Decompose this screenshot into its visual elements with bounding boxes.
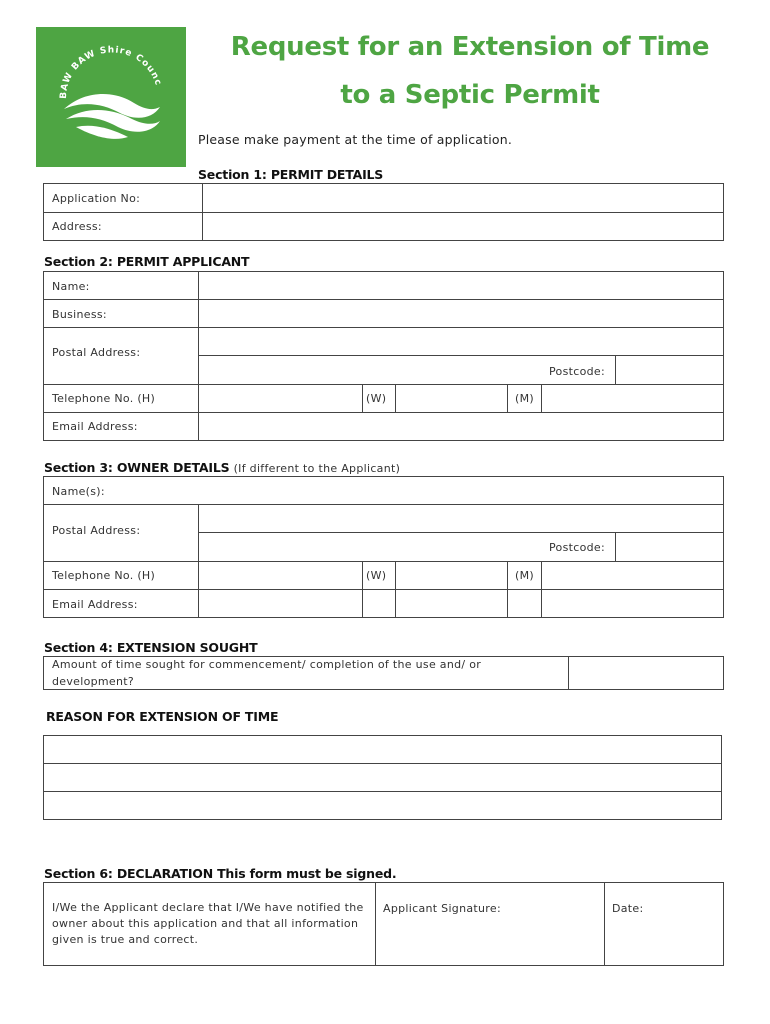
logo-text: BAW BAW Shire Counc: [58, 45, 164, 100]
applicant-email-field[interactable]: [200, 414, 722, 439]
owner-names-label: Name(s):: [52, 485, 105, 498]
section2-heading: Section 2: PERMIT APPLICANT: [44, 254, 250, 269]
reason-line-3-field[interactable]: [45, 793, 720, 818]
owner-email-label: Email Address:: [52, 598, 138, 611]
declaration-text: I/We the Applicant declare that I/We have notified the owner about this application and that all information given is true and correct.: [52, 901, 364, 946]
section4-heading: Section 4: EXTENSION SOUGHT: [44, 640, 258, 655]
extension-question-line2: development?: [52, 675, 135, 688]
applicant-postcode-field[interactable]: [617, 357, 722, 383]
applicant-home-phone-field[interactable]: [200, 386, 361, 411]
extension-amount-field[interactable]: [570, 658, 722, 688]
svg-text:BAW BAW Shire Council: [36, 27, 163, 99]
owner-postcode-field[interactable]: [617, 534, 722, 560]
owner-postal-address-field[interactable]: [200, 506, 722, 531]
applicant-postal-address-label: Postal Address:: [52, 346, 141, 359]
extension-question-line1: Amount of time sought for commencement/ completion of the use and/ or: [52, 658, 482, 671]
application-no-label: Application No:: [52, 192, 141, 205]
owner-postal-address-label: Postal Address:: [52, 524, 141, 537]
applicant-signature-label: Applicant Signature:: [383, 902, 501, 915]
form-title-line2: to a Septic Permit: [340, 80, 600, 110]
owner-names-field[interactable]: [200, 478, 722, 503]
applicant-work-phone-field[interactable]: [397, 386, 506, 411]
address-field[interactable]: [204, 214, 722, 240]
applicant-name-field[interactable]: [200, 273, 722, 298]
owner-home-phone-field[interactable]: [200, 563, 361, 588]
reason-line-2-field[interactable]: [45, 765, 720, 790]
applicant-business-label: Business:: [52, 308, 107, 321]
applicant-mobile-label: (M): [515, 392, 534, 405]
applicant-email-label: Email Address:: [52, 420, 138, 433]
application-no-field[interactable]: [204, 185, 722, 211]
applicant-mobile-field[interactable]: [543, 386, 722, 411]
owner-work-phone-label: (W): [366, 569, 387, 582]
applicant-telephone-label: Telephone No. (H): [52, 392, 156, 405]
date-label: Date:: [612, 902, 644, 915]
owner-email-field[interactable]: [200, 591, 361, 617]
applicant-name-label: Name:: [52, 280, 90, 293]
applicant-signature-field[interactable]: [377, 920, 603, 964]
owner-mobile-field[interactable]: [543, 563, 722, 588]
owner-work-phone-field[interactable]: [397, 563, 506, 588]
applicant-business-field[interactable]: [200, 301, 722, 326]
council-logo-mark: [36, 27, 186, 167]
address-label: Address:: [52, 220, 102, 233]
reason-line-1-field[interactable]: [45, 737, 720, 762]
owner-telephone-label: Telephone No. (H): [52, 569, 156, 582]
applicant-postal-address-field[interactable]: [200, 329, 722, 354]
form-title-line1: Request for an Extension of Time: [230, 32, 710, 62]
section3-heading: Section 3: OWNER DETAILS (If different to the Applicant): [44, 460, 401, 475]
applicant-postcode-label: Postcode:: [549, 365, 605, 378]
reason-heading: REASON FOR EXTENSION OF TIME: [46, 709, 279, 724]
payment-note: Please make payment at the time of application.: [198, 132, 513, 147]
applicant-work-phone-label: (W): [366, 392, 387, 405]
date-field[interactable]: [606, 920, 722, 964]
section3-heading-note: (If different to the Applicant): [233, 462, 401, 475]
section6-heading: Section 6: DECLARATION This form must be signed.: [44, 866, 397, 881]
section1-heading: Section 1: PERMIT DETAILS: [198, 167, 384, 182]
owner-mobile-label: (M): [515, 569, 534, 582]
owner-postcode-label: Postcode:: [549, 541, 605, 554]
council-logo: [36, 27, 186, 167]
